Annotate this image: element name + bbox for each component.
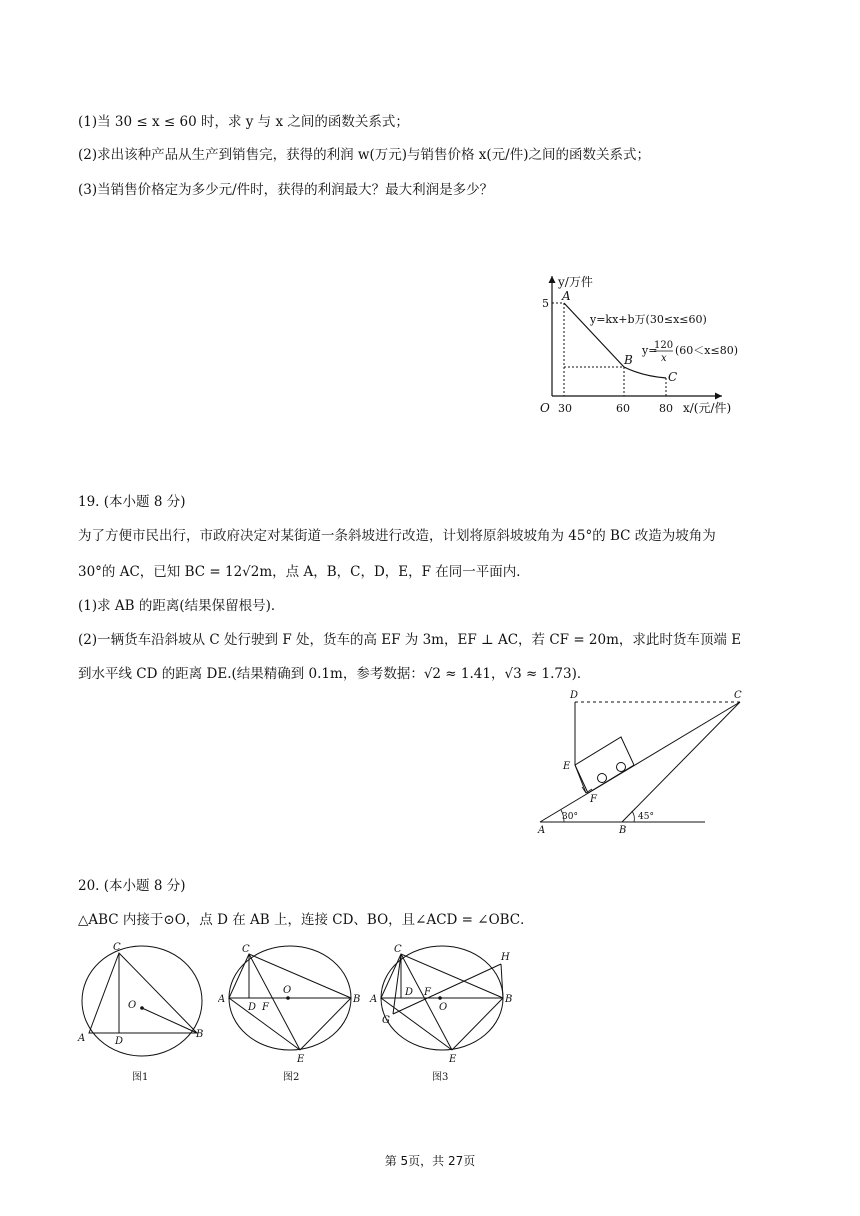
label-c: C xyxy=(242,944,250,955)
label-o: O xyxy=(128,1000,137,1011)
caption-fig3: 图3 xyxy=(432,1072,449,1083)
q20-figure-1 xyxy=(72,938,212,1088)
q20-heading: 20. (本小题 8 分) xyxy=(78,878,186,894)
x-tick-80: 80 xyxy=(659,402,673,415)
label-a: A xyxy=(78,1033,86,1044)
q18-item-1: (1)当 30 ≤ x ≤ 60 时，求 y 与 x 之间的函数关系式； xyxy=(78,114,409,130)
label-e: E xyxy=(449,1054,457,1065)
truck-wheel xyxy=(598,774,607,783)
equation-2-denominator: x xyxy=(661,353,667,364)
circle-o xyxy=(82,946,202,1056)
label-a: A xyxy=(218,994,226,1005)
y-axis-label: y/万件 xyxy=(558,275,593,289)
equation-2-prefix: y= xyxy=(642,344,658,357)
q19-slope-figure xyxy=(530,685,760,835)
equation-2-range: (60＜x≤80) xyxy=(675,344,738,357)
point-c-label: C xyxy=(668,370,678,384)
page-footer: 第 5页，共 27页 xyxy=(384,1154,476,1168)
origin-label: O xyxy=(540,401,550,415)
point-b-label: B xyxy=(619,825,627,835)
point-e-label: E xyxy=(563,761,571,772)
label-d: D xyxy=(405,987,414,998)
q19-line-3: (1)求 AB 的距离(结果保留根号)． xyxy=(78,598,285,614)
label-d: D xyxy=(115,1036,124,1047)
angle-45-label: 45° xyxy=(638,812,654,822)
label-o: O xyxy=(283,985,292,996)
q18-function-graph xyxy=(530,270,770,420)
point-d-label: D xyxy=(570,690,579,701)
q19-line-4: (2)一辆货车沿斜坡从 C 处行驶到 F 处，货车的高 EF 为 3m，EF ⊥ AC，若 CF = 20m，求此时货车顶端 E xyxy=(78,632,742,648)
q19-line-2: 30°的 AC，已知 BC = 12√2m，点 A，B，C，D，E，F 在同一平面内． xyxy=(78,564,530,580)
truck-wheel xyxy=(617,763,626,772)
q19-heading: 19. (本小题 8 分) xyxy=(78,494,186,510)
equation-1: y=kx+b万(30≤x≤60) xyxy=(590,313,707,326)
label-g: G xyxy=(382,1015,390,1026)
y-tick-5: 5 xyxy=(542,297,549,310)
triangle-abc xyxy=(89,953,197,1033)
label-a: A xyxy=(370,994,378,1005)
label-e: E xyxy=(297,1054,305,1065)
q20-figure-2 xyxy=(218,938,368,1088)
point-f-label: F xyxy=(590,794,597,805)
q20-line: △ABC 内接于⊙O，点 D 在 AB 上，连接 CD、BO，且∠ACD = ∠OBC． xyxy=(78,912,534,928)
q20-figure-3 xyxy=(368,938,528,1088)
caption-fig2: 图2 xyxy=(283,1072,300,1083)
label-h: H xyxy=(501,952,510,963)
x-axis-label: x/(元/件) xyxy=(683,401,732,415)
point-b-label: B xyxy=(624,353,633,367)
angle-30-label: 30° xyxy=(562,812,578,822)
label-b: B xyxy=(505,994,513,1005)
label-b: B xyxy=(353,994,361,1005)
point-a-label: A xyxy=(538,825,546,835)
q19-line-1: 为了方便市民出行，市政府决定对某街道一条斜坡进行改造，计划将原斜坡坡角为 45°的 BC 改造为坡角为 xyxy=(78,528,716,544)
point-c-label: C xyxy=(734,690,742,701)
equation-2-numerator: 120 xyxy=(654,340,674,351)
q19-line-5: 到水平线 CD 的距离 DE.(结果精确到 0.1m，参考数据：√2 ≈ 1.41，√3 ≈ 1.73)． xyxy=(78,666,591,682)
q18-item-3: (3)当销售价格定为多少元/件时，获得的利润最大？最大利润是多少？ xyxy=(78,182,494,198)
label-d: D xyxy=(248,1002,257,1013)
curve-bc xyxy=(624,367,666,378)
x-tick-60: 60 xyxy=(616,402,630,415)
x-tick-30: 30 xyxy=(558,402,572,415)
label-c: C xyxy=(394,944,402,955)
label-b: B xyxy=(196,1029,204,1040)
point-a-label: A xyxy=(562,289,571,303)
label-o: O xyxy=(439,1002,448,1013)
label-c: C xyxy=(113,942,121,953)
caption-fig1: 图1 xyxy=(132,1072,149,1083)
label-f: F xyxy=(262,1002,269,1013)
q18-item-2: (2)求出该种产品从生产到销售完，获得的利润 w(万元)与销售价格 x(元/件)之间的函数关系式； xyxy=(78,147,650,163)
label-f: F xyxy=(424,987,431,998)
